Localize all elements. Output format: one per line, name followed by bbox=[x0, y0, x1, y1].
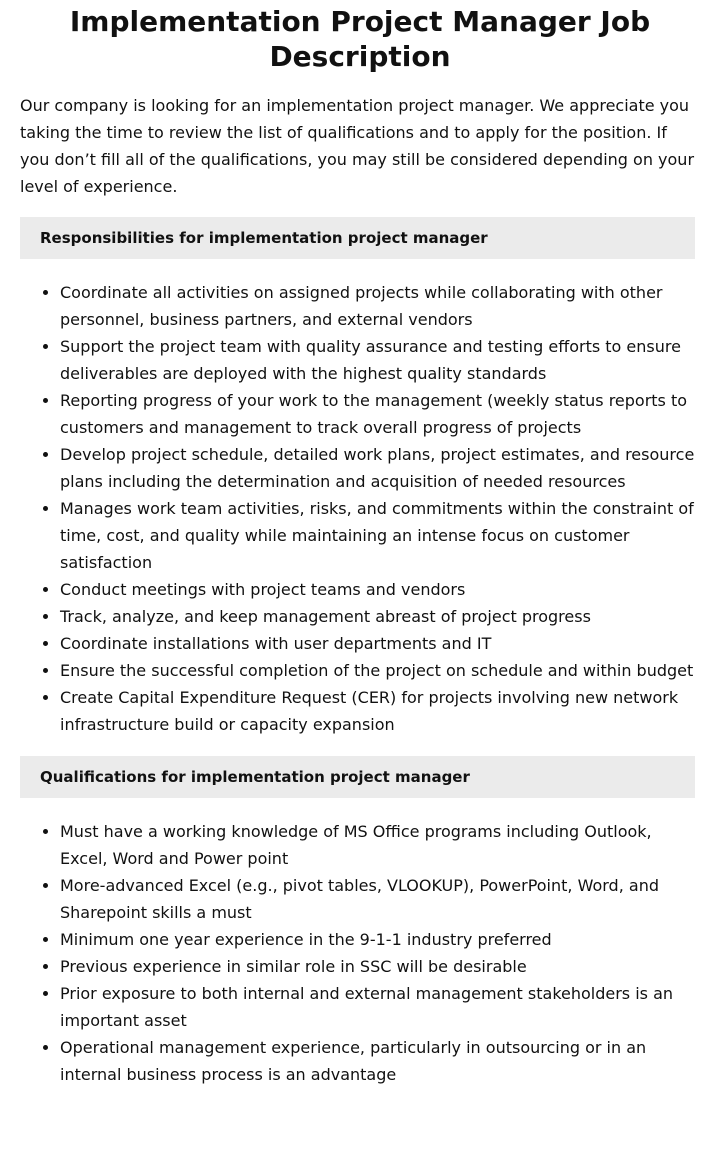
list-item: • Minimum one year experience in the 9-1-1 industry preferred bbox=[60, 926, 700, 953]
qualifications-list bbox=[20, 818, 700, 1088]
list-item: • Previous experience in similar role in SSC will be desirable bbox=[60, 953, 700, 980]
list-item: • Coordinate installations with user departments and IT bbox=[60, 630, 700, 657]
list-item: • Ensure the successful completion of the project on schedule and within budget bbox=[60, 657, 700, 684]
list-item: • Conduct meetings with project teams and vendors bbox=[60, 576, 700, 603]
list-item: • Support the project team with quality assurance and testing efforts to ensure deliverables are deployed with the highest quality standards bbox=[60, 333, 700, 387]
list-item: • Manages work team activities, risks, and commitments within the constraint of time, cost, and quality while maintaining an intense focus on customer satisfaction bbox=[60, 495, 700, 576]
responsibilities-list bbox=[20, 279, 700, 738]
qualifications-heading: Qualifications for implementation project manager bbox=[20, 756, 695, 798]
responsibilities-heading: Responsibilities for implementation project manager bbox=[20, 217, 695, 259]
list-item: • Must have a working knowledge of MS Office programs including Outlook, Excel, Word and Power point bbox=[60, 818, 700, 872]
list-item: • Prior exposure to both internal and external management stakeholders is an important asset bbox=[60, 980, 700, 1034]
list-item: • Develop project schedule, detailed work plans, project estimates, and resource plans including the determination and acquisition of needed resources bbox=[60, 441, 700, 495]
intro-paragraph: Our company is looking for an implementation project manager. We appreciate you taking the time to review the list of qualifications and to apply for the position. If you don’t fill all of the qualifications, you may still be considered depending on your level of experience. bbox=[20, 96, 695, 196]
page-title: Implementation Project Manager Job Description bbox=[69, 5, 651, 73]
list-item: • Reporting progress of your work to the management (weekly status reports to customers and management to track overall progress of projects bbox=[60, 387, 700, 441]
list-item: • Track, analyze, and keep management abreast of project progress bbox=[60, 603, 700, 630]
list-item: • Operational management experience, particularly in outsourcing or in an internal business process is an advantage bbox=[60, 1034, 700, 1088]
list-item: • Coordinate all activities on assigned projects while collaborating with other personnel, business partners, and external vendors bbox=[60, 279, 700, 333]
list-item: • More-advanced Excel (e.g., pivot tables, VLOOKUP), PowerPoint, Word, and Sharepoint skills a must bbox=[60, 872, 700, 926]
list-item: • Create Capital Expenditure Request (CER) for projects involving new network infrastructure build or capacity expansion bbox=[60, 684, 700, 738]
